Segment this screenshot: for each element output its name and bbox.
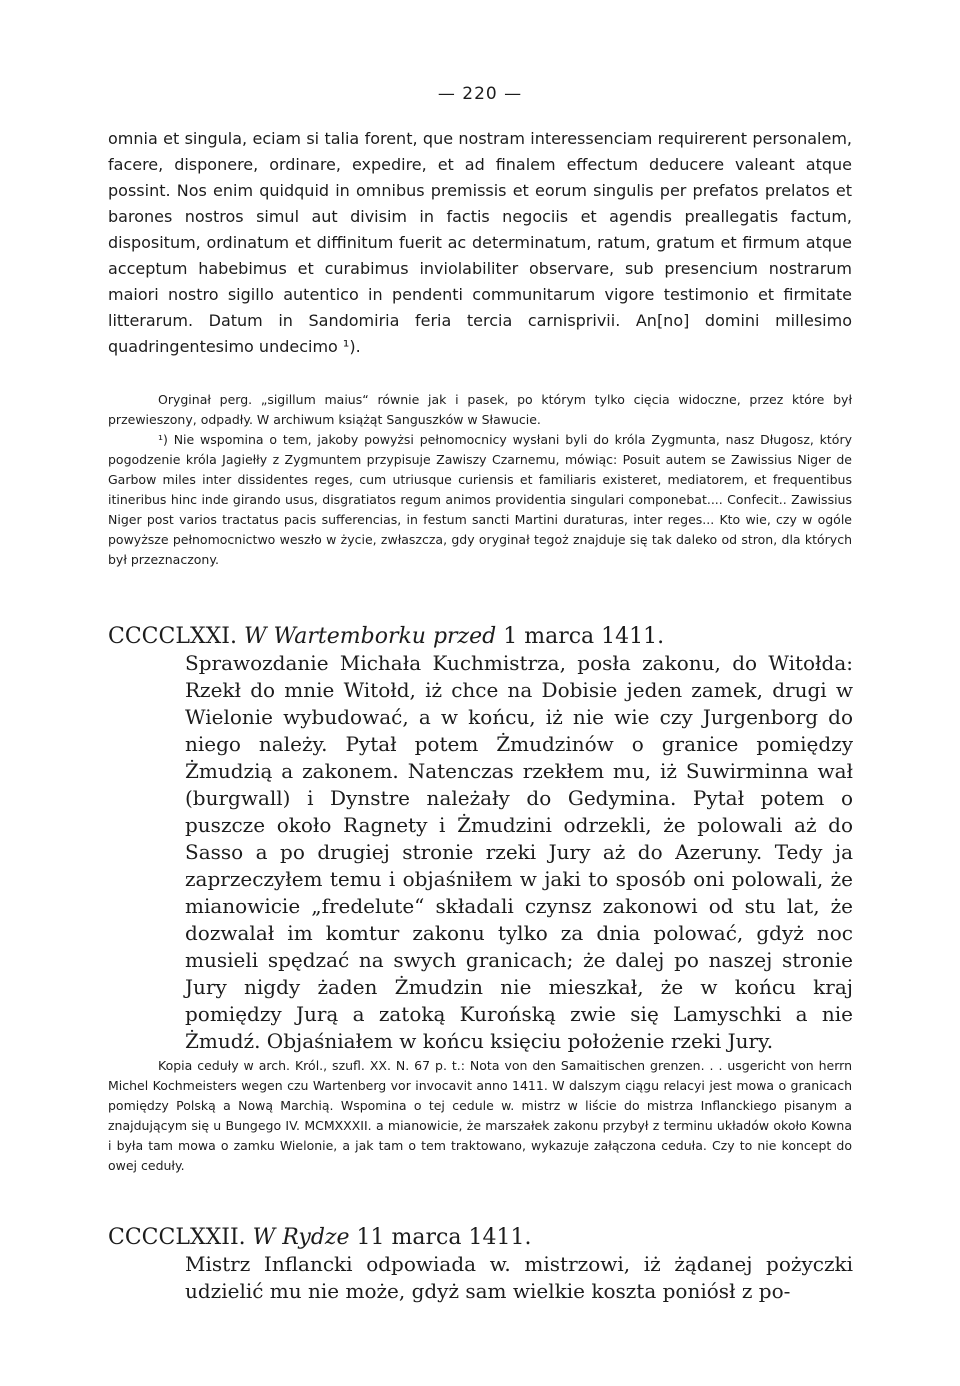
document-number: CCCCLXXII. (108, 1225, 246, 1250)
document-continuation-text: omnia et singula, eciam si talia forent, que nostram interessenciam requirerent personalem, facere, disponere, ordinare, expedire, et ad finalem effectum deducere valeant atque possint. Nos enim quidquid in omnibus premissis et eorum singulis per prefatos prelatos et barones nostros simul aut divisim in factis negociis et agendis preallegatis factum, dispositum, ordinatum et diffinitum fuerit ac determinatum, ratum, gratum et firmum atque acceptum habebimus et curabimus inviolabiliter observare, sub presencium nostrarum maiori nostro sigillo autentico in pendenti communitarum vigore testimonio et firmitate litterarum. Datum in Sandomiria feria tercia carnisprivii. An[no] domini millesimo quadringentesimo undecimo ¹). (108, 129, 852, 356)
document-number: CCCCLXXI. (108, 624, 237, 649)
document-note-471 (108, 1056, 852, 1176)
document-place-date: W Wartemborku przed (243, 624, 497, 649)
archival-note: Kopia ceduły w arch. Król., szufl. XX. N. 67 p. t.: Nota von den Samaitischen grenzen. . . usgericht von herrn Michel Kochmeisters wegen czu Wartenberg vor invocavit anno 1411. W dalszym ciągu relacyi jest mowa o granicach pomiędzy Polską a Nową Marchią. Wspomina o tej cedule w. mistrz w liście do mistrza Inflanckiego pisanym a znajdującym się u Bungego IV. MCMXXXII. a mianowicie, że marszałek zakonu przybył z terminu układów około Kowna i była tam mowa o zamku Wielonie, a jak tam o tem traktowano, wykazuje załączona ceduła. Czy to nie koncept do owej ceduły. (108, 1058, 852, 1173)
document-heading-471 (108, 623, 868, 651)
document-heading-472 (108, 1224, 868, 1252)
document-date: 1 marca 1411. (503, 624, 665, 649)
document-date: 11 marca 1411. (356, 1225, 532, 1250)
document-place-date: W Rydze (252, 1225, 350, 1250)
original-note: Oryginał perg. „sigillum maius“ równie jak i pasek, po którym tylko cięcia widoczne, przez które był przewieszony, odpadły. W archiwum książąt Sanguszków w Sławucie. (108, 392, 852, 427)
document-summary-472: Mistrz Inflancki odpowiada w. mistrzowi, iż żądanej pożyczki udzielić mu nie może, gdyż sam wielkie koszta poniósł z po- (185, 1252, 853, 1303)
document-notes (108, 390, 852, 570)
footnote-1: ¹) Nie wspomina o tem, jakoby powyżsi pełnomocnicy wysłani byli do króla Zygmunta, nasz Długosz, który pogodzenie króla Jagiełły z Zygmuntem przypisuje Zawiszy Czarnemu, mówiąc: Posuit autem se Zawissius Niger de Garbow miles inter dissidentes reges, cum utriusque curiensis et familiaris existeret, mediatorem, et frequentibus itineribus hinc inde girando usus, disgratiatos regum animos providentia singulari componebat.... Confecit.. Zawissius Niger post varios tractatus pacis sufferencias, in festum sancti Martini duraturas, inter reges... Kto wie, czy w ogóle powyższe pełnomocnictwo weszło w życie, zwłaszcza, gdy oryginał tegoż znajduje się tak daleko od stron, dla których był przeznaczony. (108, 432, 852, 567)
document-summary-471: Sprawozdanie Michała Kuchmistrza, posła zakonu, do Witołda: Rzekł do mnie Witołd, iż chce na Dobisie jeden zamek, drugi w Wielonie wybudować, a w końcu, iż nie wie czy Jurgenborg do niego należy. Pytał potem Żmudzinów o granice pomiędzy Żmudzią a zakonem. Natenczas rzekłem mu, iż Suwirminna wał (burgwall) i Dynstre należały do Gedymina. Pytał potem o puszcze około Ragnety i Żmudzini odrzekli, że polowali aż do Sasso a po drugiej stronie rzeki Jury aż do Azeruny. Tedy ja zaprzeczyłem temu i objaśniłem w jaki to sposób oni polowali, że mianowicie „fredelute“ składali czynsz zakonowi od stu lat, że dozwalał im komtur zakonu tylko za dnia polować, gdyż noc musieli spędzać na swych granicach; że dalej po naszej stronie Jury nigdy żaden Żmudzin nie mieszkał, że w końcu kraj pomiędzy Jurą a zatoką Kurońską zwie się Lamyschki a nie Żmudź. Objaśniałem w końcu księciu położenie rzeki Jury. (185, 651, 853, 1053)
page-number: — 220 — (437, 84, 523, 104)
